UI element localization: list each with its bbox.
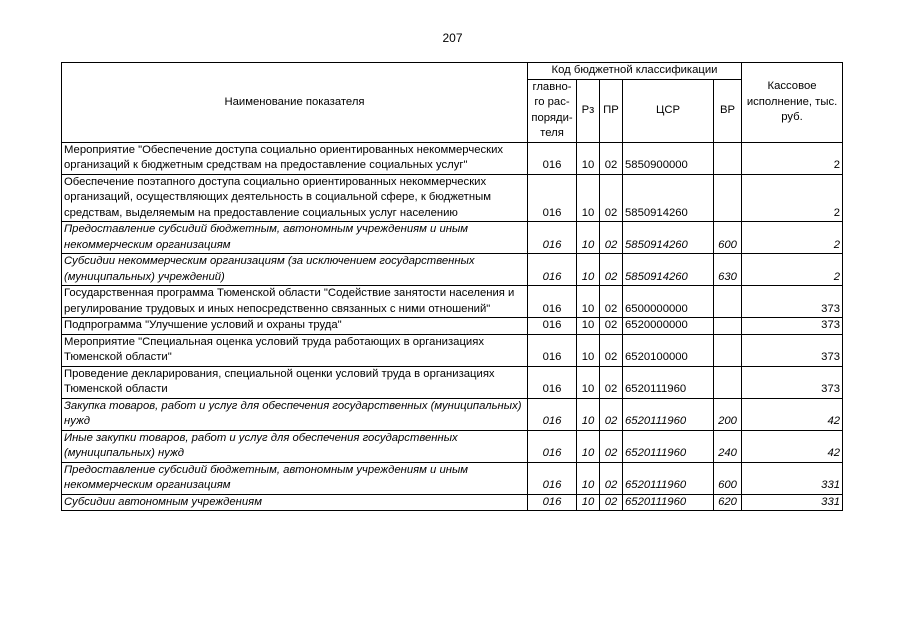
row-name: Иные закупки товаров, работ и услуг для обеспечения государственных (муниципальных) нужд xyxy=(62,430,528,462)
table-row xyxy=(62,366,843,398)
row-rz-code: 10 xyxy=(577,254,600,286)
row-vr-code: 620 xyxy=(714,494,742,511)
row-rz-code: 10 xyxy=(577,366,600,398)
row-amount: 331 xyxy=(742,494,843,511)
header-csr: ЦСР xyxy=(623,79,714,142)
row-amount: 2 xyxy=(742,254,843,286)
row-vr-code: 630 xyxy=(714,254,742,286)
table-row xyxy=(62,462,843,494)
row-amount: 373 xyxy=(742,334,843,366)
row-name: Мероприятие "Обеспечение доступа социально ориентированных некоммерческих организаций к бюджетным средствам на предоставление социальных услуг" xyxy=(62,142,528,174)
row-name: Подпрограмма "Улучшение условий и охраны труда" xyxy=(62,318,528,335)
row-amount: 42 xyxy=(742,430,843,462)
header-name: Наименование показателя xyxy=(62,63,528,143)
header-rz: Рз xyxy=(577,79,600,142)
row-name: Закупка товаров, работ и услуг для обеспечения государственных (муниципальных) нужд xyxy=(62,398,528,430)
row-pr-code: 02 xyxy=(600,366,623,398)
row-csr-code: 6520111960 xyxy=(623,430,714,462)
row-rz-code: 10 xyxy=(577,430,600,462)
row-pr-code: 02 xyxy=(600,142,623,174)
row-rz-code: 10 xyxy=(577,286,600,318)
row-csr-code: 5850914260 xyxy=(623,174,714,222)
row-vr-code xyxy=(714,174,742,222)
row-name: Предоставление субсидий бюджетным, автономным учреждениям и иным некоммерческим организациям xyxy=(62,222,528,254)
header-amount: Кассовое исполнение, тыс. руб. xyxy=(742,63,843,143)
row-name: Субсидии автономным учреждениям xyxy=(62,494,528,511)
row-pr-code: 02 xyxy=(600,494,623,511)
row-name: Проведение декларирования, специальной оценки условий труда в организациях Тюменской области xyxy=(62,366,528,398)
row-glav-code: 016 xyxy=(528,366,577,398)
row-pr-code: 02 xyxy=(600,462,623,494)
table-row xyxy=(62,430,843,462)
row-pr-code: 02 xyxy=(600,398,623,430)
row-amount: 373 xyxy=(742,318,843,335)
row-name: Государственная программа Тюменской области "Содействие занятости населения и регулирование трудовых и иных непосредственно связанных с ними отношений" xyxy=(62,286,528,318)
header-code-group: Код бюджетной классификации xyxy=(528,63,742,80)
row-rz-code: 10 xyxy=(577,318,600,335)
row-amount: 373 xyxy=(742,366,843,398)
row-glav-code: 016 xyxy=(528,398,577,430)
row-glav-code: 016 xyxy=(528,286,577,318)
row-csr-code: 6500000000 xyxy=(623,286,714,318)
row-vr-code xyxy=(714,286,742,318)
page-number: 207 xyxy=(442,31,463,45)
row-name: Мероприятие "Специальная оценка условий труда работающих в организациях Тюменской области" xyxy=(62,334,528,366)
row-csr-code: 6520000000 xyxy=(623,318,714,335)
table-row xyxy=(62,254,843,286)
row-glav-code: 016 xyxy=(528,142,577,174)
row-rz-code: 10 xyxy=(577,174,600,222)
row-csr-code: 6520111960 xyxy=(623,366,714,398)
row-rz-code: 10 xyxy=(577,222,600,254)
header-vr: ВР xyxy=(714,79,742,142)
row-rz-code: 10 xyxy=(577,398,600,430)
row-vr-code: 600 xyxy=(714,222,742,254)
table-body xyxy=(62,142,843,511)
row-pr-code: 02 xyxy=(600,286,623,318)
row-csr-code: 6520100000 xyxy=(623,334,714,366)
header-row-top xyxy=(62,63,843,80)
row-pr-code: 02 xyxy=(600,222,623,254)
row-vr-code: 600 xyxy=(714,462,742,494)
row-glav-code: 016 xyxy=(528,318,577,335)
table-row xyxy=(62,334,843,366)
row-glav-code: 016 xyxy=(528,494,577,511)
row-amount: 331 xyxy=(742,462,843,494)
table-row xyxy=(62,398,843,430)
row-vr-code xyxy=(714,318,742,335)
row-pr-code: 02 xyxy=(600,174,623,222)
row-glav-code: 016 xyxy=(528,430,577,462)
row-pr-code: 02 xyxy=(600,318,623,335)
row-vr-code: 200 xyxy=(714,398,742,430)
row-name: Предоставление субсидий бюджетным, автономным учреждениям и иным некоммерческим организациям xyxy=(62,462,528,494)
table-row xyxy=(62,222,843,254)
table-row xyxy=(62,142,843,174)
row-csr-code: 5850914260 xyxy=(623,222,714,254)
row-amount: 373 xyxy=(742,286,843,318)
row-glav-code: 016 xyxy=(528,254,577,286)
row-amount: 42 xyxy=(742,398,843,430)
row-vr-code xyxy=(714,334,742,366)
row-rz-code: 10 xyxy=(577,334,600,366)
row-rz-code: 10 xyxy=(577,494,600,511)
row-vr-code xyxy=(714,142,742,174)
row-glav-code: 016 xyxy=(528,462,577,494)
row-csr-code: 6520111960 xyxy=(623,494,714,511)
row-amount: 2 xyxy=(742,222,843,254)
header-glav: главно-го рас-поряди-теля xyxy=(528,79,577,142)
table-row xyxy=(62,494,843,511)
budget-table xyxy=(61,62,843,511)
row-pr-code: 02 xyxy=(600,254,623,286)
row-amount: 2 xyxy=(742,174,843,222)
row-pr-code: 02 xyxy=(600,430,623,462)
row-csr-code: 6520111960 xyxy=(623,398,714,430)
row-rz-code: 10 xyxy=(577,462,600,494)
row-pr-code: 02 xyxy=(600,334,623,366)
row-glav-code: 016 xyxy=(528,174,577,222)
row-name: Обеспечение поэтапного доступа социально ориентированных некоммерческих организаций, осуществляющих деятельность в социальной сфере, к бюджетным средствам, выделяемым на предоставление социальных услуг населению xyxy=(62,174,528,222)
row-glav-code: 016 xyxy=(528,334,577,366)
row-csr-code: 5850900000 xyxy=(623,142,714,174)
row-rz-code: 10 xyxy=(577,142,600,174)
row-vr-code xyxy=(714,366,742,398)
row-name: Субсидии некоммерческим организациям (за исключением государственных (муниципальных) учреждений) xyxy=(62,254,528,286)
row-csr-code: 5850914260 xyxy=(623,254,714,286)
table-row xyxy=(62,286,843,318)
row-vr-code: 240 xyxy=(714,430,742,462)
header-pr: ПР xyxy=(600,79,623,142)
table-row xyxy=(62,318,843,335)
row-csr-code: 6520111960 xyxy=(623,462,714,494)
row-amount: 2 xyxy=(742,142,843,174)
table-row xyxy=(62,174,843,222)
row-glav-code: 016 xyxy=(528,222,577,254)
